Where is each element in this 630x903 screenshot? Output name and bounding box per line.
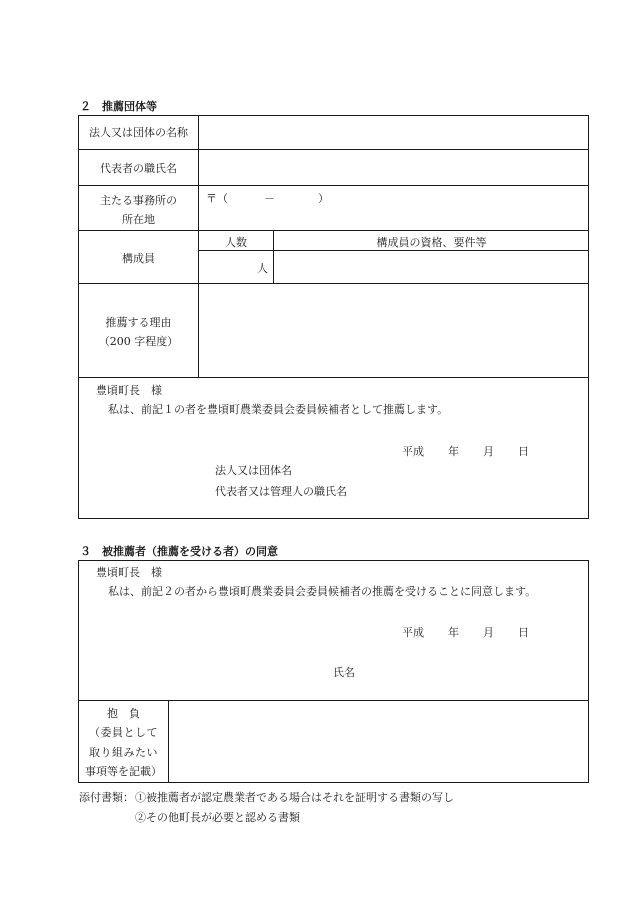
org-name-label: 法人又は団体の名称 bbox=[89, 126, 188, 139]
headcount-header: 人数 bbox=[225, 236, 247, 249]
headcount-field[interactable] bbox=[200, 252, 252, 282]
attachment-item-2: ②その他町長が必要と認める書類 bbox=[135, 811, 300, 824]
members-label: 構成員 bbox=[122, 252, 155, 265]
section2-date-year: 年 bbox=[448, 445, 459, 458]
nominee-name-label: 氏名 bbox=[333, 666, 355, 679]
section2-statement: 私は、前記１の者を豊頃町農業委員会委員候補者として推薦します。 bbox=[108, 403, 449, 416]
org-name-field[interactable] bbox=[200, 117, 587, 148]
qualification-header: 構成員の資格、要件等 bbox=[376, 236, 487, 249]
office-address-label-line2: 所在地 bbox=[122, 213, 155, 226]
section3-date-day: 日 bbox=[518, 626, 529, 639]
section3-heading: ３ 被推薦者（推薦を受ける者）の同意 bbox=[80, 545, 278, 558]
representative-field[interactable] bbox=[200, 151, 587, 184]
postal-dash: － bbox=[264, 192, 275, 205]
reason-field[interactable] bbox=[200, 285, 587, 376]
headcount-unit: 人 bbox=[257, 262, 268, 275]
ambition-label-line4: 事項等を記載） bbox=[85, 765, 162, 778]
section2-addressee: 豊頃町長 様 bbox=[96, 384, 162, 397]
ambition-field[interactable] bbox=[170, 702, 587, 782]
section2-date-day: 日 bbox=[518, 445, 529, 458]
section2-date-era: 平成 bbox=[402, 445, 424, 458]
section3-addressee: 豊頃町長 様 bbox=[96, 566, 162, 579]
office-address-field[interactable] bbox=[220, 205, 587, 229]
section2-date-month: 月 bbox=[483, 445, 494, 458]
section2-heading: ２ 推薦団体等 bbox=[80, 100, 157, 113]
attachment-item-1: ①被推薦者が認定農業者である場合はそれを証明する書類の写し bbox=[135, 791, 454, 804]
ambition-label-line2: （委員として bbox=[89, 726, 158, 739]
section3-date-era: 平成 bbox=[402, 626, 424, 639]
signer-rep-name-label: 代表者又は管理人の職氏名 bbox=[215, 485, 347, 498]
ambition-label-line1: 抱 負 bbox=[107, 707, 140, 720]
office-address-label-line1: 主たる事務所の bbox=[100, 194, 177, 207]
qualification-field[interactable] bbox=[275, 252, 587, 282]
ambition-label-line3: 取り組みたい bbox=[89, 746, 158, 759]
section3-date-year: 年 bbox=[448, 626, 459, 639]
postal-suffix: ） bbox=[318, 192, 329, 205]
section3-date-month: 月 bbox=[483, 626, 494, 639]
reason-label-line2: （200 字程度） bbox=[98, 335, 179, 348]
reason-label-line1: 推薦する理由 bbox=[105, 316, 172, 329]
representative-label: 代表者の職氏名 bbox=[100, 162, 177, 175]
signer-org-name-label: 法人又は団体名 bbox=[215, 464, 292, 477]
attachments-label: 添付書類： bbox=[79, 791, 134, 804]
postal-prefix: 〒（ bbox=[206, 192, 228, 205]
section3-statement: 私は、前記２の者から豊頃町農業委員会委員候補者の推薦を受けることに同意します。 bbox=[108, 585, 537, 598]
